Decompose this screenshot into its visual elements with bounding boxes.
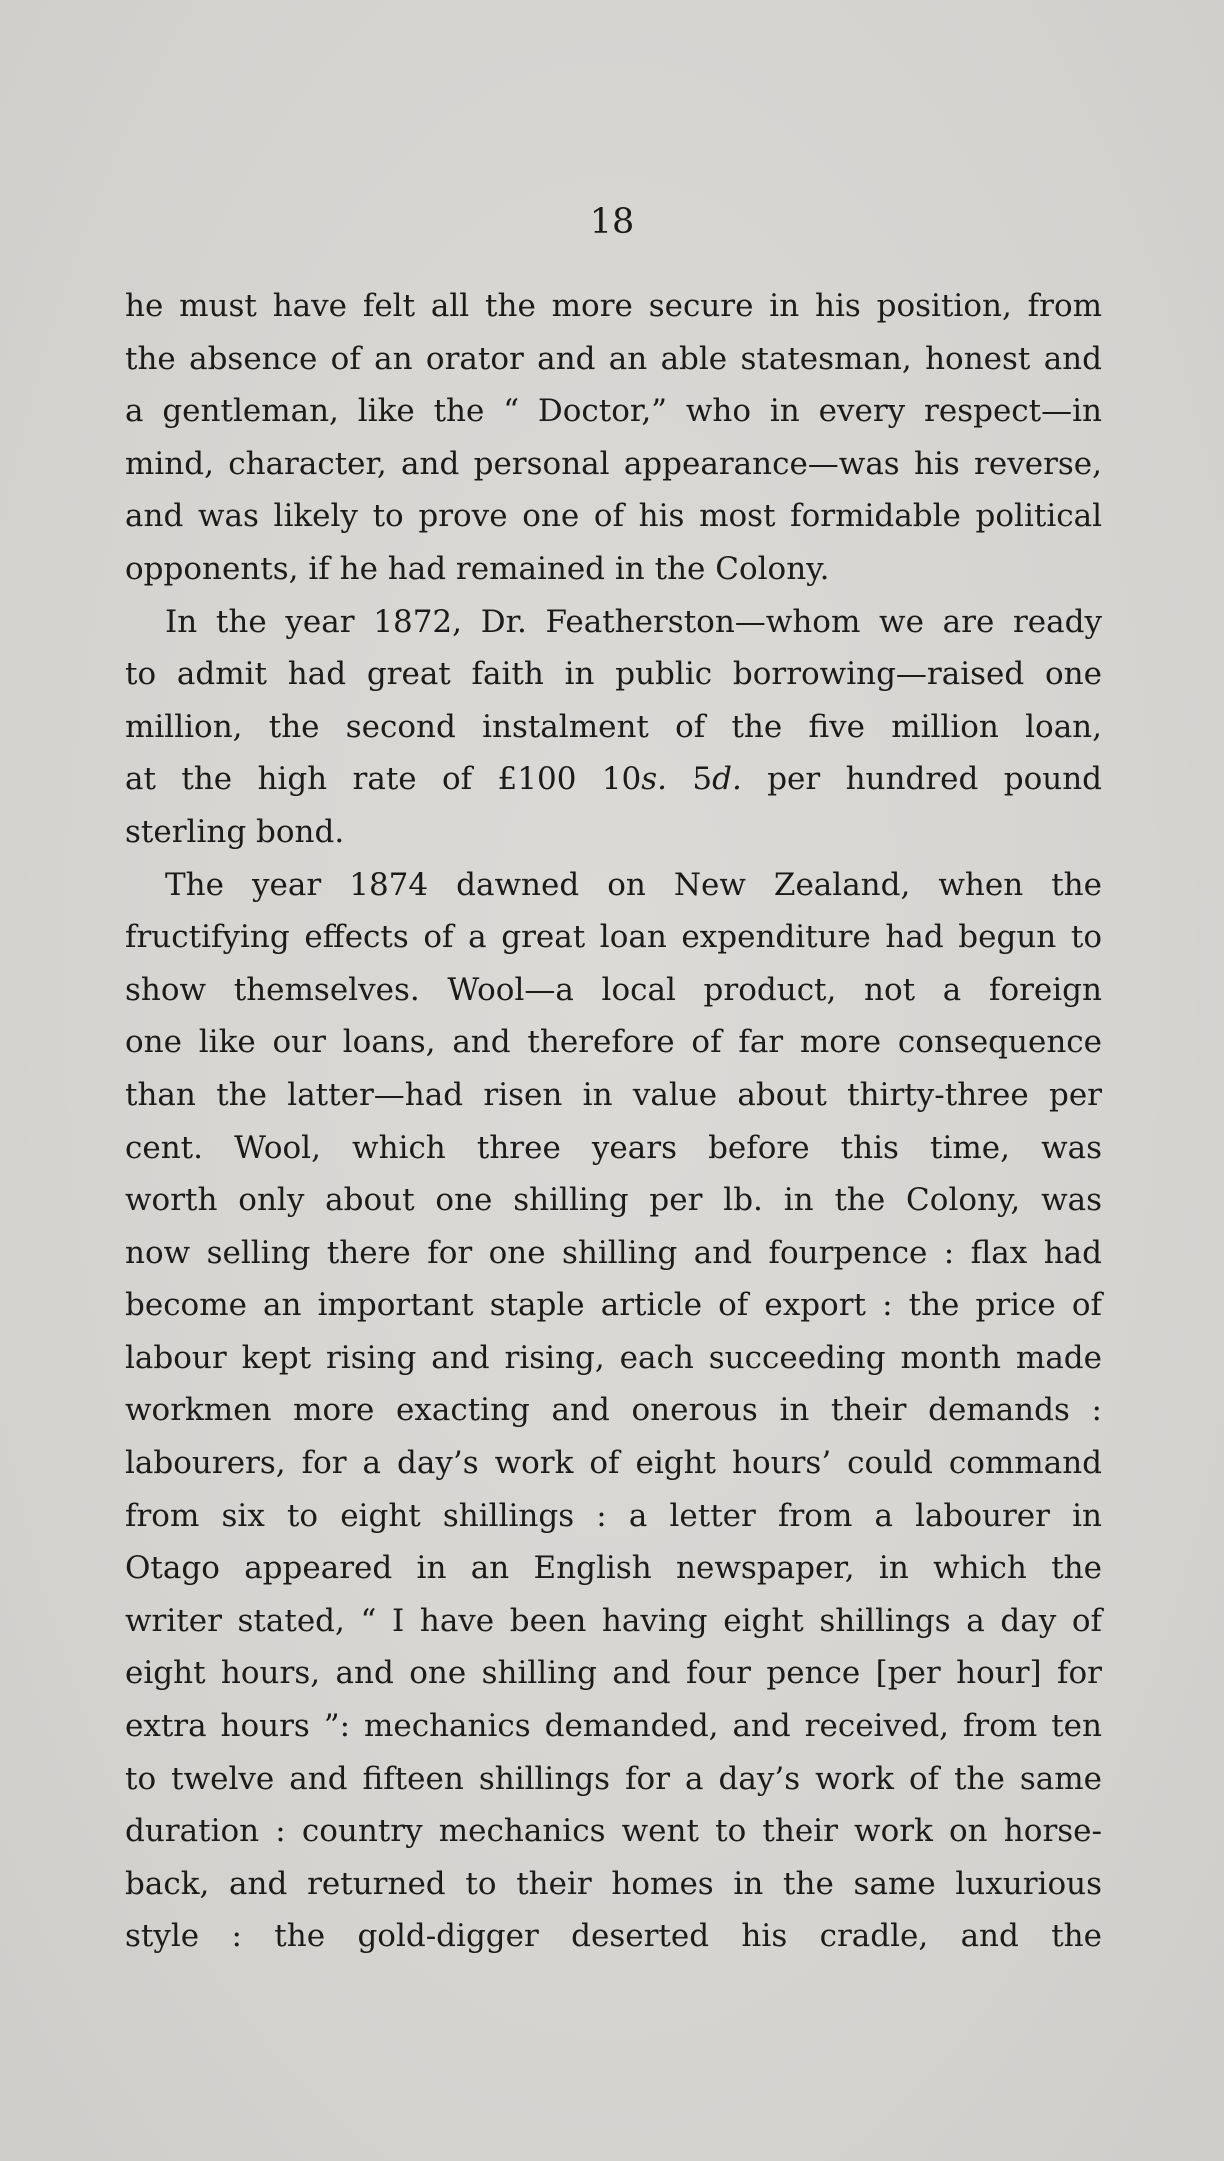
text-line: extra hours ”: mechanics demanded, and received, from ten	[125, 1708, 1102, 1745]
text-line: The year 1874 dawned on New Zealand, when the	[165, 866, 1102, 903]
text-line: at the high rate of £100 10s. 5d. per hundred pound	[125, 761, 1103, 798]
text-line: he must have felt all the more secure in his position, from	[125, 288, 1102, 324]
text-line: eight hours, and one shilling and four pence [per hour] for	[125, 1655, 1102, 1692]
text-line: show themselves. Wool—a local product, not a foreign	[125, 971, 1102, 1008]
text-line: opponents, if he had remained in the Colony.	[125, 550, 830, 587]
text-line: labour kept rising and rising, each succeeding month made	[125, 1339, 1102, 1376]
text-line: Otago appeared in an English newspaper, in which the	[125, 1550, 1102, 1587]
text-line: now selling there for one shilling and fourpence : flax had	[125, 1234, 1102, 1271]
text-line: cent. Wool, which three years before this time, was	[125, 1129, 1102, 1166]
text-line: workmen more exacting and onerous in their demands :	[125, 1392, 1102, 1429]
text-line: writer stated, “ I have been having eight shillings a day of	[125, 1602, 1102, 1639]
text-line: to twelve and fifteen shillings for a day’s work of the same	[125, 1760, 1102, 1797]
text-line: the absence of an orator and an able statesman, honest and	[125, 340, 1102, 377]
text-line: In the year 1872, Dr. Featherston—whom we are ready	[165, 603, 1102, 640]
page-number: 18	[589, 202, 635, 242]
text-line: one like our loans, and therefore of far more consequence	[125, 1024, 1102, 1061]
text-line: sterling bond.	[125, 813, 345, 850]
text-line: to admit had great faith in public borrowing—raised one	[125, 656, 1102, 693]
text-line: than the latter—had risen in value about thirty-three per	[125, 1076, 1102, 1113]
text-line: style : the gold-digger deserted his cradle, and the	[125, 1918, 1102, 1955]
body-text	[125, 280, 1102, 1963]
text-line: fructifying effects of a great loan expenditure had begun to	[125, 919, 1102, 956]
text-line: a gentleman, like the “ Doctor,” who in every respect—in	[125, 393, 1102, 430]
text-line: worth only about one shilling per lb. in the Colony, was	[125, 1182, 1102, 1219]
text-line: from six to eight shillings : a letter from a labourer in	[125, 1497, 1102, 1534]
text-line: labourers, for a day’s work of eight hours’ could command	[125, 1445, 1102, 1482]
text-line: and was likely to prove one of his most formidable political	[125, 498, 1102, 535]
text-line: million, the second instalment of the five million loan,	[125, 708, 1102, 745]
text-line: mind, character, and personal appearance—was his reverse,	[125, 445, 1102, 482]
text-line: back, and returned to their homes in the same luxurious	[125, 1865, 1102, 1902]
text-line: become an important staple article of export : the price of	[125, 1287, 1102, 1324]
text-line: duration : country mechanics went to their work on horse-	[125, 1813, 1102, 1850]
